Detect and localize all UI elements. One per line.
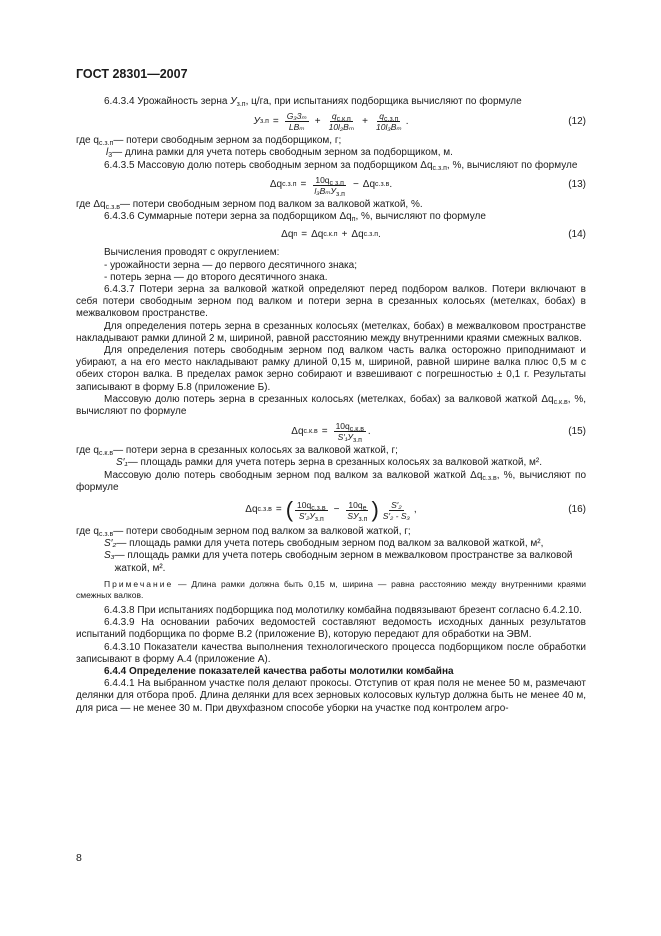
- formula-16: Δq с.з.в = ( $\frac{10q_{с.з.в}}{S'_2У_{з.п}}$ − $\frac{10q_e}{SУ_{з.п}}$ ) $\frac{\text{S′₂}}{\text{S′₂ - S₃}}$ , (16): [245, 497, 586, 523]
- paragraph-6-4-3-5: 6.4.3.5 Массовую долю потерь свободным зерном за подборщиком $\Delta q_{с.з.п}$, %, вычисляют по формуле: [104, 159, 578, 172]
- paragraph-6-4-3-7-e: Массовую долю потерь свободным зерном под валком за валковой жаткой $\Delta q_{с.з.в}$, %, вычисляют по формуле: [76, 469, 586, 493]
- paragraph-6-4-3-7: 6.4.3.7 Потери зерна за валковой жаткой определяют перед подбором валков. Потери включают в себя потери свободным зерном под валком и потери зерна в срезанных колосьях (метелках, бобах) в межвалковом пространстве.: [76, 284, 586, 320]
- page-number: 8: [76, 852, 82, 864]
- fraction: $\frac{10q_e}{SУ_{з.п}}$: [347, 499, 368, 523]
- equation-number: (15): [568, 425, 586, 437]
- note: Примечание — Длина рамки должна быть 0,15 м, ширина — равна расстоянию между внутренними краями смежных валков.: [76, 578, 586, 600]
- rounding-item: - урожайности зерна — до первого десятичного знака;: [104, 259, 357, 271]
- paragraph-6-4-3-8: 6.4.3.8 При испытаниях подборщика под молотилку комбайна подвязывают брезент согласно 6.4.2.10.: [104, 604, 582, 616]
- paragraph-6-4-3-9: 6.4.3.9 На основании рабочих ведомостей составляют ведомость исходных данных результатов испытаний подборщика по форме В.2 (приложение В), которую передают для обработки на ЭВМ.: [76, 617, 586, 641]
- formula-13: Δq с.з.п = $\frac{10q_{с з.п}}{l_3B_mУ_{з.п}}$ − Δq с.з.в . (13): [269, 174, 586, 198]
- fraction: $\frac{10q_{с.к.в}}{S'_1У_{з.п}}$: [335, 421, 364, 445]
- document-body: [76, 96, 586, 715]
- formula-14: Δq п = Δq с.к.п + Δq с.з.п . (14): [281, 229, 586, 241]
- paragraph-6-4-4-1: 6.4.4.1 На выбранном участке поля делают прокосы. Отступив от края поля не менее 50 м, размечают делянки для отбора проб. Длина делянки для всех зерновых колосовых культур должна быть не менее 40 м, для риса — не менее 30 м. При двухфазном способе уборки на участке под контролем агро-: [76, 678, 586, 714]
- definitions-13: где $\Delta q_{с.з.в}$ — потери свободным зерном под валком за валковой жаткой, %.: [76, 198, 423, 211]
- formula-12: У з.п = $\frac{\text{G₃3ₘ}}{\text{LBₘ}}$ + $\frac{q_{с.к.п}}{\text{10l₂Bₘ}}$ + $\frac{q_{с.з.п}}{\text{10l₃Bₘ}}$ . (12): [253, 111, 586, 133]
- equation-number: (13): [568, 179, 586, 191]
- definitions-15: где $q_{с.к.в}$ — потери зерна в срезанных колосьях за валковой жаткой, г; S′₁ — площадь рамки для учета потерь зерна в срезанных колосьях за валковой жаткой, м².: [76, 445, 543, 469]
- fraction: $\frac{10q_{с з.п}}{l_3B_mУ_{з.п}}$: [314, 174, 345, 198]
- formula-15: Δq с.к.в = $\frac{10q_{с.к.в}}{S'_1У_{з.п}}$ . (15): [291, 421, 586, 445]
- equation-number: (14): [568, 229, 586, 241]
- paragraph-6-4-3-7-b: Для определения потерь зерна в срезанных колосьях (метелках, бобах) в межвалковом пространстве накладывают рамки длиной 2 м, шириной, равной расстоянию между внутренними краями смежных валков.: [76, 320, 586, 344]
- fraction: $\frac{q_{с.з.п}}{\text{10l₃Bₘ}}$: [376, 111, 402, 133]
- fraction: $\frac{10q_{с.з.в}}{S'_2У_{з.п}}$: [297, 499, 326, 523]
- paragraph-6-4-3-10: 6.4.3.10 Показатели качества выполнения технологического процесса подборщиком после обработки записывают в форму А.4 (приложение А).: [76, 641, 586, 665]
- paragraph-6-4-3-6: 6.4.3.6 Суммарные потери зерна за подборщиком $\Delta q_п$, %, вычисляют по формуле: [104, 211, 486, 224]
- rounding-item: - потерь зерна — до второго десятичного знака.: [104, 271, 328, 283]
- fraction: $\frac{\text{G₃3ₘ}}{\text{LBₘ}}$: [286, 111, 307, 133]
- rounding-intro: Вычисления проводят с округлением:: [104, 247, 280, 259]
- equation-number: (16): [568, 503, 586, 515]
- section-heading-6-4-4: 6.4.4 Определение показателей качества работы молотилки комбайна: [104, 665, 454, 677]
- page-header: ГОСТ 28301—2007: [76, 67, 188, 81]
- fraction: $\frac{q_{с.к.п}}{\text{10l₂Bₘ}}$: [328, 111, 355, 133]
- equation-number: (12): [568, 115, 586, 127]
- definitions-12: где $q_{с.з.п}$ — потери свободным зерном за подборщиком, г; $l_3$ — длина рамки для учета потерь свободным зерном за подборщиком, м.: [76, 135, 453, 160]
- paragraph-6-4-3-7-c: Для определения потерь свободным зерном под валком часть валка осторожно приподнимают и убирают, а на его место накладывают рамку длиной 0,15 м, шириной, равной ширине валка плюс 0,5 м с обеих сторон валка. В пределах рамок зерно собирают и взвешивают с погрешностью ± 0,1 г. Результаты записывают в форму Б.8 (приложение Б).: [76, 345, 586, 393]
- fraction: $\frac{\text{S′₂}}{\text{S′₂ - S₃}}$: [382, 499, 410, 521]
- paragraph-6-4-3-7-d: Массовую долю потерь зерна в срезанных колосьях (метелках, бобах) за валковой жаткой $\Delta q_{с.к.в}$, %, вычисляют по формуле: [76, 393, 586, 418]
- paragraph-6-4-3-4: 6.4.3.4 Урожайность зерна $У_{з.п}$, ц/га, при испытаниях подборщика вычисляют по формуле: [104, 96, 522, 108]
- definitions-16: где $q_{с.з.в}$ — потери свободным зерном под валком за валковой жаткой, г; S′₂ — площадь рамки для учета потерь свободным зерном под валком за валковой жаткой, м², S₃ — площадь рамки для учета потерь свободным зерном в межвалковом пространстве за валковой жаткой, м².: [76, 526, 573, 574]
